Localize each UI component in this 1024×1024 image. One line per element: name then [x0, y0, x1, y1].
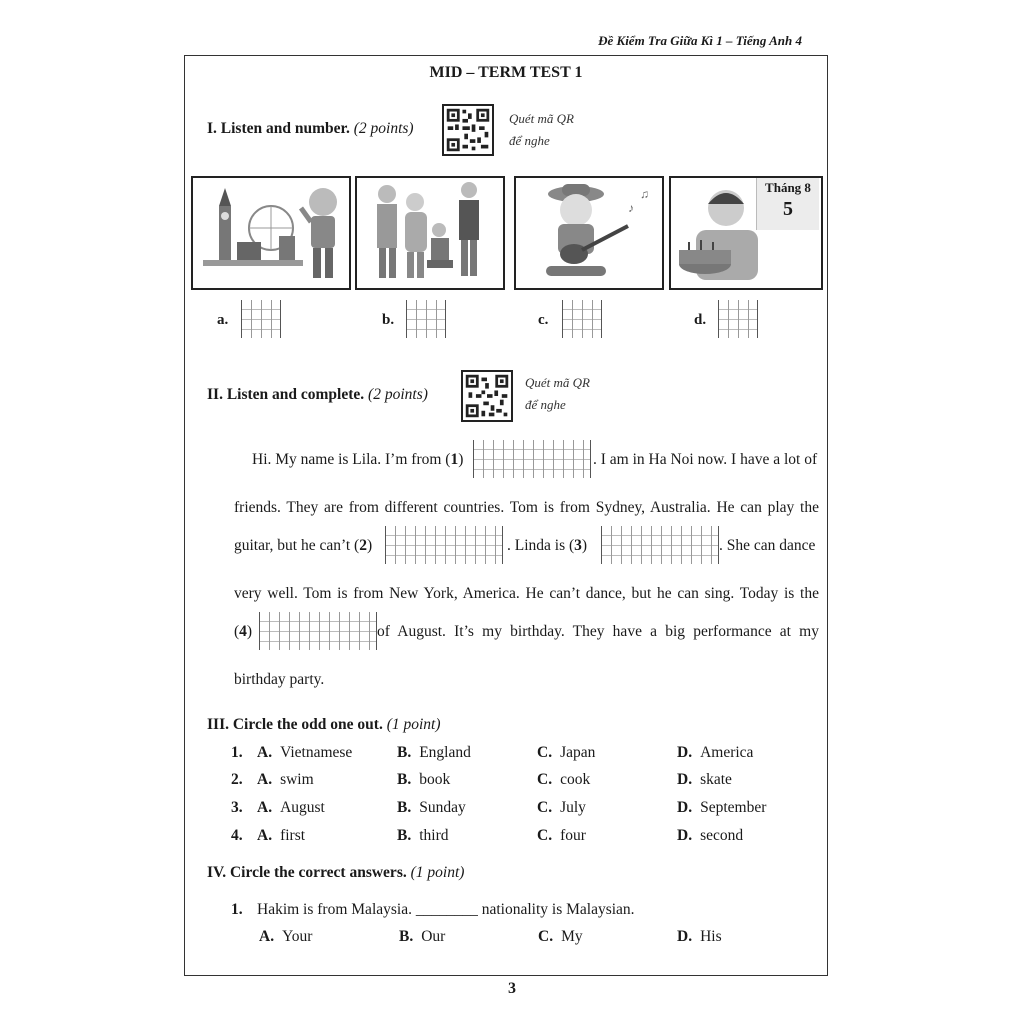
- para-line-4: very well. Tom is from New York, America. He can’t dance, but he can sing. Today is the: [234, 585, 819, 602]
- q3-1-option-c[interactable]: C. Japan: [537, 744, 596, 761]
- answer-box-a[interactable]: [241, 300, 281, 338]
- qr-note: Quét mã QR để nghe: [525, 375, 590, 412]
- running-head: Đề Kiểm Tra Giữa Kì 1 – Tiếng Anh 4: [598, 33, 802, 48]
- q3-3-option-c[interactable]: C. July: [537, 799, 586, 816]
- q4-1-option-c[interactable]: C. My: [538, 928, 583, 945]
- q3-4-option-a[interactable]: A. first: [257, 827, 306, 844]
- svg-text:♪: ♪: [628, 201, 634, 215]
- q3-2-num: 2.: [231, 771, 243, 788]
- section1-heading: I. Listen and number. (2 points): [207, 120, 414, 137]
- q3-1-option-b[interactable]: B. England: [397, 744, 471, 761]
- para-line-5-end: of August. It’s my birthday. They have a big performance at my: [377, 623, 819, 640]
- q3-2-option-c[interactable]: C. cook: [537, 771, 591, 788]
- qr-code-icon[interactable]: [461, 370, 513, 422]
- answer-label-c: c.: [538, 312, 549, 328]
- q3-2-option-b[interactable]: B. book: [397, 771, 451, 788]
- q3-1-option-a[interactable]: A. Vietnamese: [257, 744, 353, 761]
- london-boy-icon: [193, 178, 349, 288]
- picture-girl-guitar: [514, 176, 664, 290]
- family-greeting-icon: [357, 178, 503, 288]
- answer-box-b[interactable]: [406, 300, 446, 338]
- q4-1-question: Hakim is from Malaysia. ________ nationality is Malaysian.: [257, 901, 635, 918]
- qr-code-icon[interactable]: [442, 104, 494, 156]
- q4-1-option-d[interactable]: D. His: [677, 928, 722, 945]
- blank-4[interactable]: [259, 612, 377, 650]
- section3-heading: III. Circle the odd one out. (1 point): [207, 716, 441, 733]
- qr-note: Quét mã QR để nghe: [509, 111, 574, 148]
- answer-box-d[interactable]: [718, 300, 758, 338]
- q3-3-option-a[interactable]: A. August: [257, 799, 325, 816]
- para-line-2: friends. They are from different countries. Tom is from Sydney, Australia. He can play the: [234, 499, 819, 516]
- calendar-month: Tháng 8: [765, 180, 811, 195]
- page-title: MID – TERM TEST 1: [429, 64, 583, 81]
- blank-2[interactable]: [385, 526, 503, 564]
- para-line-1-start: Hi. My name is Lila. I’m from (1): [252, 451, 464, 468]
- q4-1-num: 1.: [231, 901, 243, 918]
- q3-3-num: 3.: [231, 799, 243, 816]
- q3-3-option-d[interactable]: D. September: [677, 799, 767, 816]
- para-line-5-start: (4): [234, 623, 253, 640]
- para-line-3-start: guitar, but he can’t (2): [234, 537, 373, 554]
- q3-4-option-d[interactable]: D. second: [677, 827, 744, 844]
- q4-1-option-b[interactable]: B. Our: [399, 928, 446, 945]
- q4-1-option-a[interactable]: A. Your: [259, 928, 313, 945]
- picture-london: [191, 176, 351, 290]
- answer-box-c[interactable]: [562, 300, 602, 338]
- section4-heading: IV. Circle the correct answers. (1 point): [207, 864, 465, 881]
- q3-1-num: 1.: [231, 744, 243, 761]
- para-line-3-mid: . Linda is (3): [507, 537, 588, 554]
- girl-guitar-icon: [516, 178, 662, 288]
- q3-4-num: 4.: [231, 827, 243, 844]
- q3-4-option-c[interactable]: C. four: [537, 827, 586, 844]
- page-number: 3: [508, 980, 516, 997]
- section2-heading: II. Listen and complete. (2 points): [207, 386, 428, 403]
- para-line-3-end: . She can dance: [719, 537, 816, 554]
- q3-2-option-a[interactable]: A. swim: [257, 771, 314, 788]
- q3-3-option-b[interactable]: B. Sunday: [397, 799, 466, 816]
- calendar-day: 5: [783, 198, 793, 220]
- answer-label-a: a.: [217, 312, 229, 328]
- q3-1-option-d[interactable]: D. America: [677, 744, 754, 761]
- q3-2-option-d[interactable]: D. skate: [677, 771, 732, 788]
- calendar: [756, 178, 819, 230]
- blank-3[interactable]: [601, 526, 719, 564]
- para-line-6: birthday party.: [234, 671, 325, 688]
- blank-1[interactable]: [473, 440, 591, 478]
- answer-label-b: b.: [382, 312, 395, 328]
- para-line-1-end: . I am in Ha Noi now. I have a lot of: [593, 451, 818, 468]
- picture-birthday: [669, 176, 823, 290]
- picture-family: [355, 176, 505, 290]
- q3-4-option-b[interactable]: B. third: [397, 827, 449, 844]
- test-page: [184, 55, 828, 976]
- answer-label-d: d.: [694, 312, 707, 328]
- svg-text:♫: ♫: [640, 187, 649, 201]
